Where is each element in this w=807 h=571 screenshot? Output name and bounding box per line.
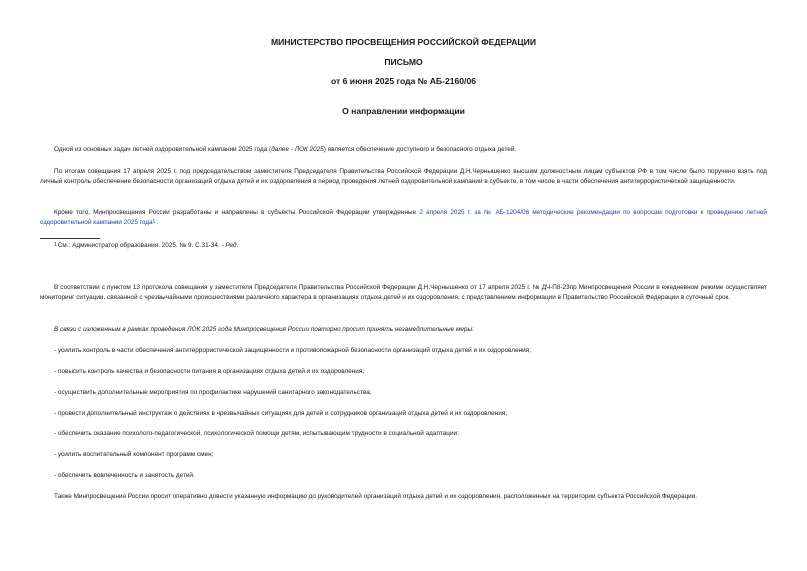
measure-item-2: - повысить контроль качества и безопасности питания в организациях отдыха детей и их оздоровления; [54,368,365,375]
paragraph-6: Также Минпросвещения России просит оперативно довести указанную информацию до руководителей организаций отдыха детей и их оздоровления, расположенных на территории субъекта Российской Федерации. [54,493,698,500]
measure-item-4: - провести дополнительный инструктаж о действиях в чрезвычайных ситуациях для детей и сотрудников организаций отдыха детей и их оздоровления; [54,410,508,417]
ministry-heading: МИНИСТЕРСТВО ПРОСВЕЩЕНИЯ РОССИЙСКОЙ ФЕДЕРАЦИИ [270,37,537,47]
footnote [54,241,238,251]
footnote-mark: 1 [54,242,57,248]
paragraph-5: В связи с изложенным в рамках проведения ЛОК 2025 года Минпросвещения России повторно просит принять незамедлительные меры: [54,326,474,333]
paragraph-1-text-a: Одной из основных задач летней оздоровительной кампании 2025 года ( [54,146,272,153]
paragraph-2: По итогам совещания 17 апреля 2025 г. под председательством заместителя Председателя Правительства Российской Федерации Д.Н.Чернышенко высшим должностным лицам субъектов РФ в том числе было поручено взять под личный контроль обеспечение безопасности организаций отдыха детей и их оздоровления в период проведения летней оздоровительной кампании в субъекте, в том числе в части обеспечения антитеррористической защищенности. [40,168,767,185]
measure-item-3: - осуществить дополнительные мероприятия по профилактике нарушений санитарного законодательства; [54,389,372,396]
paragraph-1-abbrev: далее - ЛОК 2025 [271,146,324,153]
document-date-number: от 6 июня 2025 года № АБ-2160/06 [330,76,477,86]
measure-item-6: - усилить воспитательный компонент программ смен; [54,451,214,458]
footnote-divider [40,238,100,239]
paragraph-1 [40,145,767,155]
footnote-text: См.: Администратор образования. 2025. № 9. С.31-34. - [57,242,226,249]
paragraph-1-text-b: ) является обеспечение доступного и безопасного отдыха детей. [323,146,517,153]
document-subject: О направлении информации [342,106,465,116]
paragraph-4: В соответствии с пунктом 13 протокола совещания у заместителя Председателя Правительства Российской Федерации Д.Н.Чернышенко от 17 апреля 2025 г. № ДЧ-П8-23пр Минпросвещения России в ежедневном режиме осуществляет мониторинг ситуации, связанной с чрезвычайными происшествиями различного характера в организациях отдыха детей и их оздоровления, с представлением информации в Правительство Российской Федерации в суточный срок. [40,284,767,301]
paragraph-3-text-b: . [156,218,159,226]
paragraph-3-text-a: Кроме того, Минпросвещения России разработаны и направлены в субъекты Российской Федерации утвержденные [54,209,420,216]
methodical-recommendations-link[interactable]: 2 апреля 2025 г. за № АБ-1204/06 методические рекомендации по вопросам подготовки к проведению летней оздоровительной кампании 2025 года [40,209,767,226]
document-type: ПИСЬМО [384,57,423,67]
measure-item-1: - усилить контроль в части обеспечения антитеррористической защищенности и противопожарной безопасности организаций отдыха детей и их оздоровления; [54,347,531,354]
paragraph-3 [40,208,767,228]
measure-item-7: - обеспечить вовлеченность и занятость детей. [54,472,195,479]
footnote-reference[interactable]: 1 [152,218,156,225]
measure-item-5: - обеспечить оказание психолого-педагогической, психологической помощи детям, испытывающим трудности в социальной адаптации; [54,430,459,437]
footnote-editor-note: Ред. [225,242,239,249]
